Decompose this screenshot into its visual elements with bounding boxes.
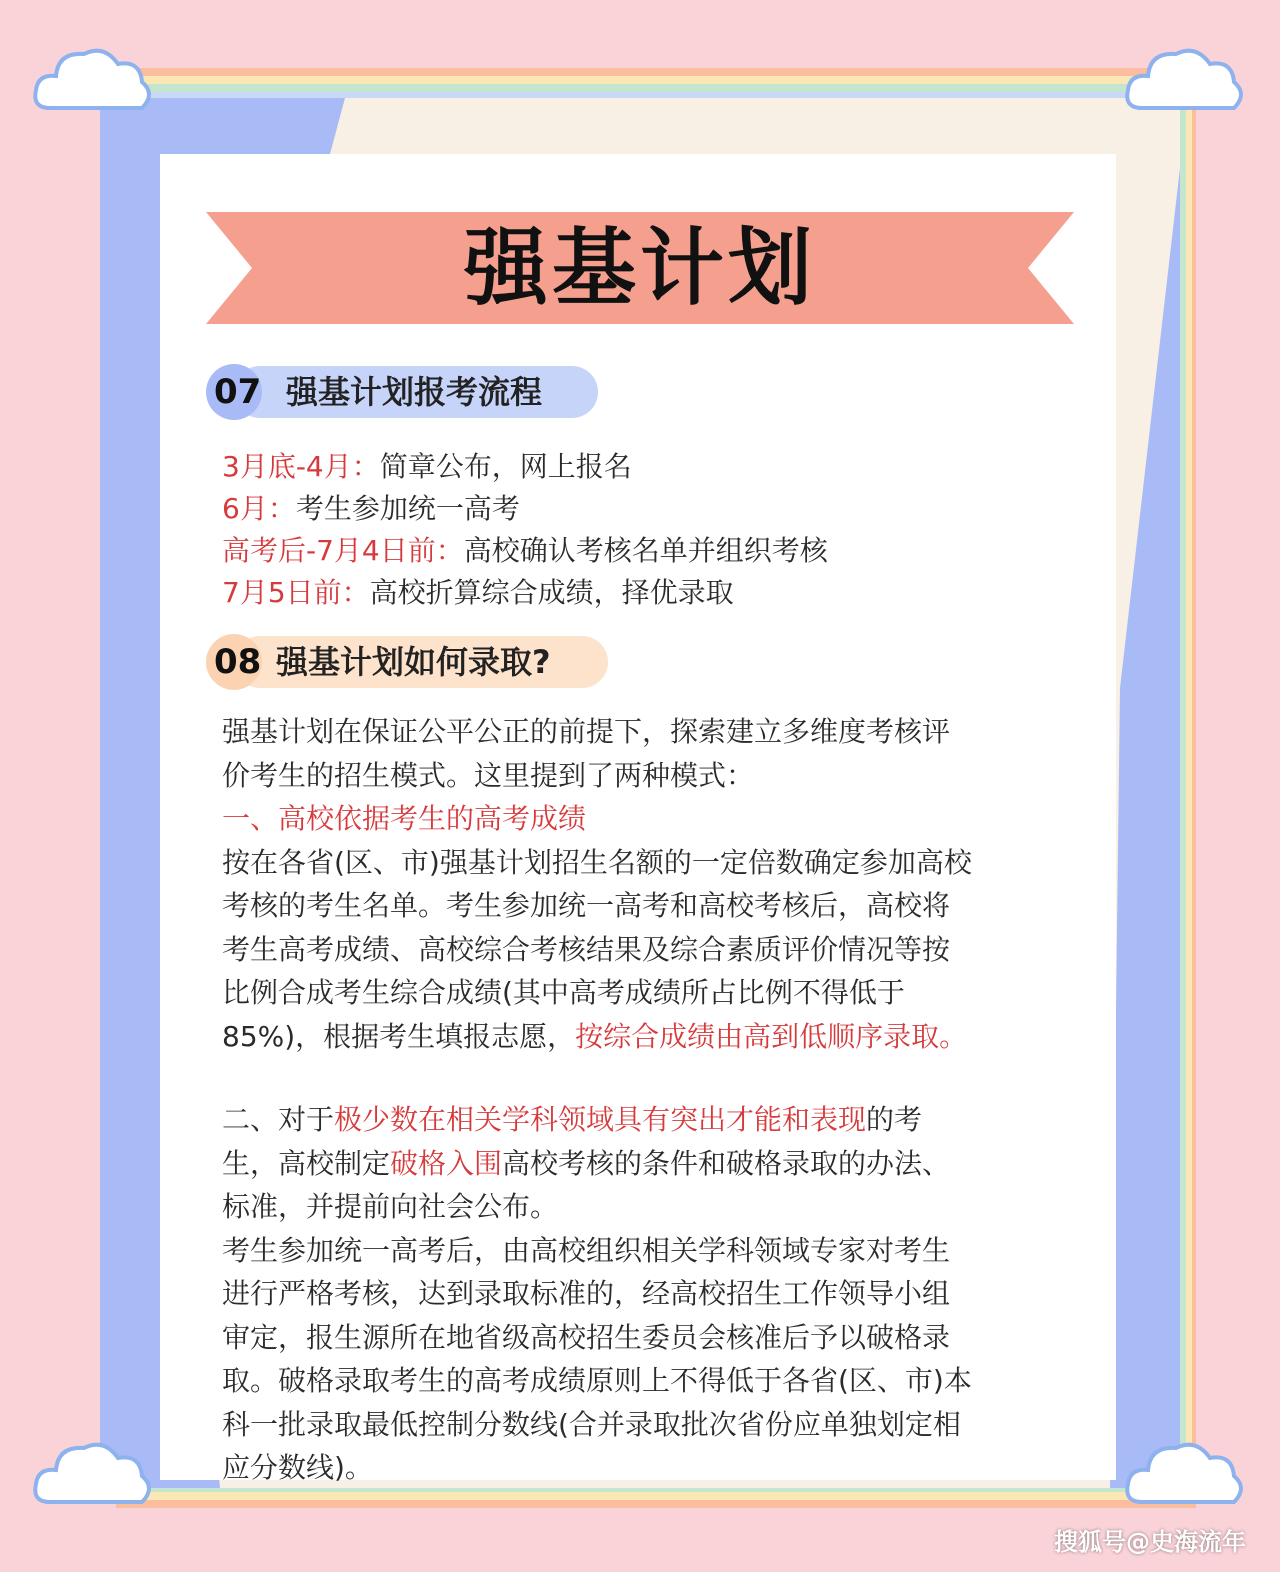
highlight-text: 按综合成绩由高到低顺序录取。	[575, 1019, 968, 1053]
cloud-icon	[1120, 1432, 1250, 1522]
body-line: 取。破格录取考生的高考成绩原则上不得低于各省(区、市)本	[222, 1364, 972, 1397]
body-line: 考核的考生名单。考生参加统一高考和高校考核后，高校将	[222, 889, 951, 922]
timeline-date: 高考后-7月4日前：	[222, 534, 464, 567]
timeline-text: 高校折算综合成绩，择优录取	[369, 576, 734, 609]
timeline-list	[222, 446, 1102, 614]
section-07-header	[206, 366, 606, 418]
body-line: 应分数线)。	[222, 1451, 373, 1484]
section-title: 强基计划如何录取?	[276, 643, 551, 681]
body-text: 的考	[866, 1103, 923, 1136]
body-line: 进行严格考核，达到录取标准的，经高校招生工作领导小组	[222, 1277, 951, 1310]
page-title: 强基计划	[463, 218, 816, 317]
body-line: 按在各省(区、市)强基计划招生名额的一定倍数确定参加高校	[222, 845, 972, 879]
timeline-item	[222, 530, 1102, 572]
body-text: 二、对于	[222, 1103, 335, 1136]
body-line: 标准，并提前向社会公布。	[222, 1190, 559, 1223]
timeline-date: 7月5日前：	[222, 576, 370, 609]
highlight-text: 极少数在相关学科领域具有突出才能和表现	[334, 1103, 867, 1136]
body-line: 价考生的招生模式。这里提到了两种模式：	[222, 758, 755, 792]
body-line: 考生高考成绩、高校综合考核结果及综合素质评价情况等按	[222, 932, 951, 966]
body-text: 85%)，根据考生填报志愿，	[222, 1019, 576, 1053]
timeline-text: 考生参加统一高考	[295, 492, 520, 525]
body-line	[222, 1098, 1042, 1142]
section-title: 强基计划报考流程	[286, 373, 543, 411]
timeline-text: 高校确认考核名单并组织考核	[463, 534, 828, 567]
body-line: 考生参加统一高考后，由高校组织相关学科领域专家对考生	[222, 1233, 951, 1267]
body-line: 比例合成考生综合成绩(其中高考成绩所占比例不得低于	[222, 976, 905, 1009]
timeline-date: 3月底-4月：	[222, 450, 380, 483]
body-text: 高校考核的条件和破格录取的办法、	[502, 1146, 951, 1180]
section-08-header	[206, 636, 616, 688]
section-08-body	[222, 710, 1042, 1058]
section-number: 08	[214, 642, 262, 682]
cloud-icon	[28, 38, 158, 128]
section-08-mode-2	[222, 1098, 1042, 1490]
mode-1-title: 一、高校依据考生的高考成绩	[222, 802, 587, 835]
cloud-icon	[1120, 38, 1250, 128]
body-line: 科一批录取最低控制分数线(合并录取批次省份应单独划定相	[222, 1407, 961, 1441]
timeline-item	[222, 488, 1102, 530]
body-line	[222, 1142, 1042, 1186]
timeline-text: 简章公布，网上报名	[379, 450, 632, 483]
cloud-icon	[28, 1432, 158, 1522]
body-line: 审定，报生源所在地省级高校招生委员会核准后予以破格录	[222, 1320, 951, 1354]
body-line: 强基计划在保证公平公正的前提下，探索建立多维度考核评	[222, 715, 951, 748]
section-number: 07	[214, 372, 262, 412]
timeline-item	[222, 572, 1102, 614]
timeline-date: 6月：	[222, 492, 296, 525]
watermark: 搜狐号@史海流年	[1054, 1528, 1246, 1556]
timeline-item	[222, 446, 1102, 488]
highlight-text: 破格入围	[390, 1146, 503, 1180]
body-text: 生，高校制定	[222, 1146, 391, 1180]
body-line	[222, 1015, 1042, 1059]
